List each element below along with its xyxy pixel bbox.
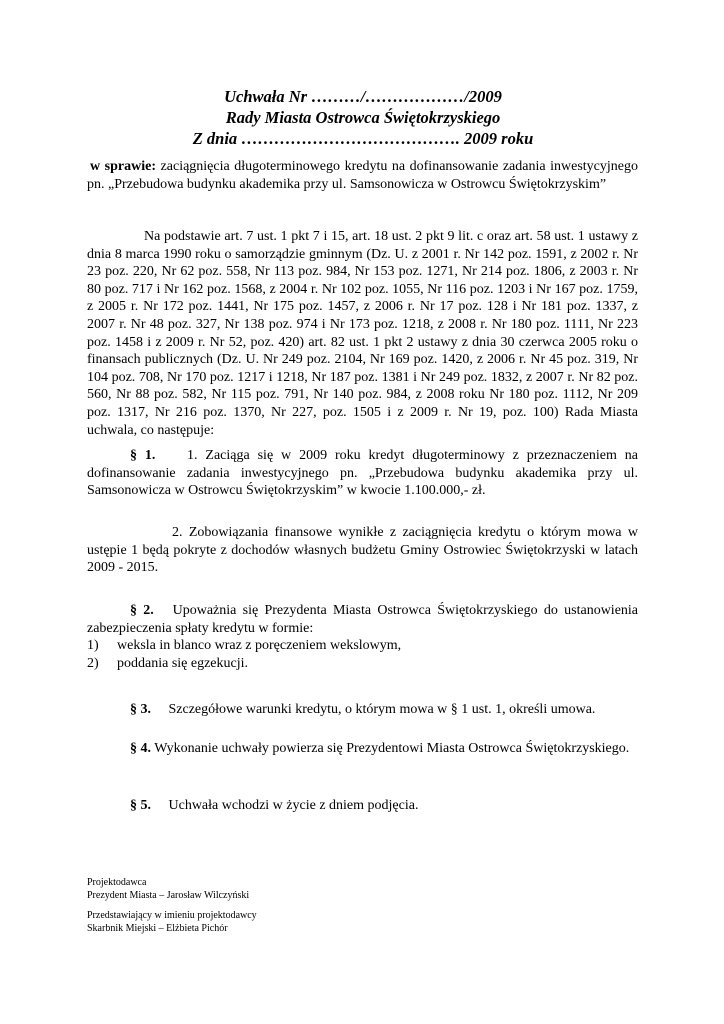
section-2-text: Upoważnia się Prezydenta Miasta Ostrowca Świętokrzyskiego do ustanowienia zabezpieczenia spłaty kredytu w formie: [87, 603, 639, 636]
section-5-text: Uchwała wchodzi w życie z dniem podjęcia. [168, 798, 419, 813]
section-2-paragraph [87, 602, 638, 637]
section-1-paragraph-2: 2. Zobowiązania finansowe wynikłe z zaciągnięcia kredytu o którym mowa w ustępie 1 będą pokryte z dochodów własnych budżetu Gminy Ostrowiec Świętokrzyski w latach 2009 - 2015. [87, 525, 638, 576]
council-name: Rady Miasta Ostrowca Świętokrzyskiego [225, 108, 501, 127]
author-name: Prezydent Miasta – Jarosław Wilczyński [87, 889, 250, 901]
subject-text: zaciągnięcia długoterminowego kredytu na dofinansowanie zadania inwestycyjnego pn. „Przebudowa budynku akademika przy ul. Samsonowicza w Ostrowcu Świętokrzyskim” [87, 159, 638, 192]
subject-paragraph [87, 158, 638, 193]
subject-label: w sprawie: [90, 159, 156, 174]
section-2-block [87, 602, 638, 672]
section-1-mark: § 1. [130, 448, 156, 463]
presenter-name: Skarbnik Miejski – Elżbieta Pichór [87, 922, 228, 934]
list-item-text: weksla in blanco wraz z poręczeniem wekslowym, [117, 638, 402, 654]
section-4-paragraph [87, 740, 638, 758]
resolution-date: Z dnia …………………………………. 2009 roku [192, 129, 534, 148]
list-item-text: poddania się egzekucji. [117, 655, 249, 671]
section-2-mark: § 2. [130, 603, 154, 618]
section-5-mark: § 5. [130, 798, 151, 813]
list-item [87, 655, 638, 673]
list-item-number: 2) [87, 655, 99, 671]
footer-presenter [87, 910, 487, 935]
section-3-text: Szczegółowe warunki kredytu, o którym mowa w § 1 ust. 1, określi umowa. [168, 702, 596, 717]
legal-basis-paragraph: Na podstawie art. 7 ust. 1 pkt 7 i 15, art. 18 ust. 2 pkt 9 lit. c oraz art. 58 ust. 1 ustawy z dnia 8 marca 1990 roku o samorządzie gminnym (Dz. U. z 2001 r. Nr 142 poz. 1591, z 2002 r. Nr 23 poz. 220, Nr 62 poz. 558, Nr 113 poz. 984, Nr 153 poz. 1271, Nr 214 poz. 1806, z 2003 r. Nr 80 poz. 717 i Nr 162 poz. 1568, z 2004 r. Nr 102 poz. 1055, Nr 116 poz. 1203 i Nr 167 poz. 1759, z 2005 r. Nr 172 poz. 1441, Nr 175 poz. 1457, z 2006 r. Nr 17 poz. 128 i Nr 181 poz. 1337, z 2007 r. Nr 48 poz. 327, Nr 138 poz. 974 i Nr 173 poz. 1218, z 2008 r. Nr 180 poz. 1111, Nr 223 poz. 1458 i z 2009 r. Nr 52, poz. 420) art. 82 ust. 1 pkt 2 ustawy z dnia 30 czerwca 2005 roku o finansach publicznych (Dz. U. Nr 249 poz. 2104, Nr 169 poz. 1420, z 2006 r. Nr 45 poz. 319, Nr 104 poz. 708, Nr 170 poz. 1217 i 1218, Nr 187 poz. 1381 i Nr 249 poz. 1832, z 2007 r. Nr 82 poz. 560, Nr 88 poz. 582, Nr 115 poz. 791, Nr 140 poz. 984, z 2008 roku Nr 180 poz. 1112, Nr 209 poz. 1317, Nr 216 poz. 1370, Nr 227, poz. 1505 i z 2009 r. Nr 19, poz. 100) Rada Miasta uchwala, co następuje: [87, 229, 638, 438]
section-5-paragraph [87, 797, 638, 815]
resolution-number: Uchwała Nr ………/………………/2009 [224, 87, 502, 106]
presenter-label: Przedstawiający w imieniu projektodawcy [87, 910, 257, 921]
resolution-header [0, 86, 724, 149]
section-3-paragraph [87, 701, 638, 719]
section-3-mark: § 3. [130, 702, 151, 717]
section-1-paragraph-1 [87, 447, 638, 500]
section-4-mark: § 4. [130, 741, 151, 756]
list-item [87, 637, 638, 655]
list-item-number: 1) [87, 638, 99, 654]
footer-author [87, 877, 487, 902]
section-4-text: Wykonanie uchwały powierza się Prezydentowi Miasta Ostrowca Świętokrzyskiego. [154, 741, 630, 756]
section-1-text-1: 1. Zaciąga się w 2009 roku kredyt długoterminowy z przeznaczeniem na dofinansowanie zadania inwestycyjnego pn. „Przebudowa budynku akademika przy ul. Samsonowicza w Ostrowcu Świętokrzyskim” w kwocie 1.100.000,- zł. [87, 448, 639, 499]
author-label: Projektodawca [87, 877, 147, 888]
